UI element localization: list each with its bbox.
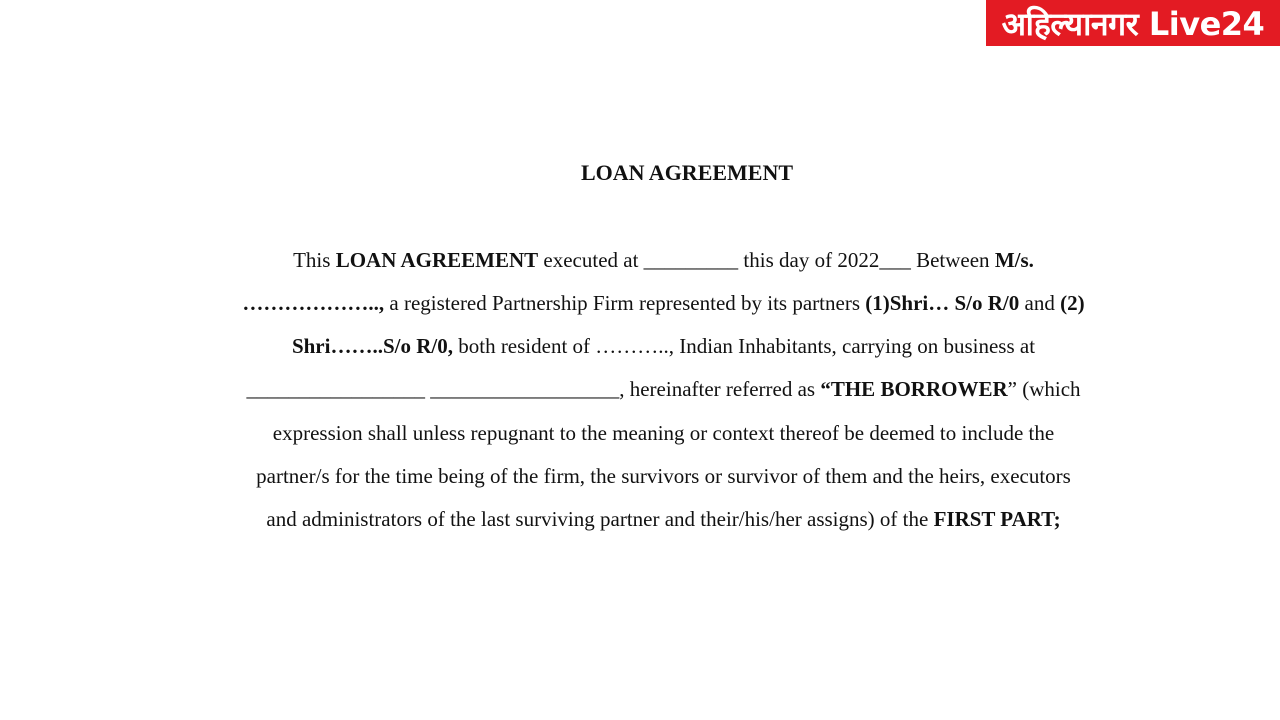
bold-text-run: FIRST PART; <box>933 507 1061 531</box>
paragraph-line <box>0 291 1280 316</box>
text-run: This <box>293 248 336 272</box>
bold-text-run: (2) <box>1060 291 1085 315</box>
bold-text-run: ……………….., <box>242 291 385 315</box>
paragraph-line <box>0 377 1280 402</box>
bold-text-run: LOAN AGREEMENT <box>335 248 539 272</box>
text-run: partner/s for the time being of the firm, the survivors or survivor of them and the heirs, executors <box>256 464 1071 488</box>
text-run: both resident of ……….., Indian Inhabitants, carrying on business at <box>452 334 1036 358</box>
bold-text-run: (1)Shri… S/o R/0 <box>865 291 1020 315</box>
text-run: and administrators of the last surviving partner and their/his/her assigns) of the <box>266 507 934 531</box>
paragraph-line <box>0 464 1280 489</box>
text-run: _________________ __________________, hereinafter referred as <box>246 377 821 401</box>
paragraph-line <box>0 248 1280 273</box>
bold-text-run: Shri……..S/o R/0, <box>291 334 453 358</box>
text-run: a registered Partnership Firm represented by its partners <box>384 291 866 315</box>
text-run: and <box>1019 291 1061 315</box>
text-run: executed at _________ this day of 2022___ Between <box>538 248 995 272</box>
bold-text-run: “THE BORROWER <box>820 377 1008 401</box>
text-run: expression shall unless repugnant to the meaning or context thereof be deemed to include the <box>272 421 1055 445</box>
paragraph-line <box>0 507 1280 532</box>
site-logo: अहिल्यानगर Live24 <box>986 0 1280 46</box>
bold-text-run: M/s. <box>994 248 1034 272</box>
document-title: LOAN AGREEMENT <box>580 160 794 185</box>
text-run: ” (which <box>1007 377 1081 401</box>
paragraph-line <box>0 421 1280 446</box>
paragraph-line <box>0 334 1280 359</box>
